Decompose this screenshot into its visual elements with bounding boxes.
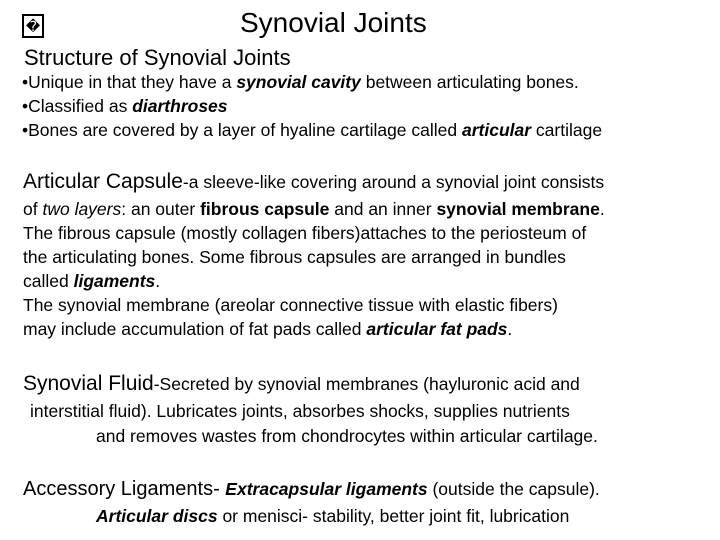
bullet-text: •Unique in that they have a <box>22 72 237 92</box>
capsule-heading: Articular Capsule <box>23 170 183 193</box>
fluid-heading: Synovial Fluid <box>23 372 154 395</box>
bullet-text: cartilage <box>531 120 603 140</box>
fluid-text: -Secreted by synovial membranes (hayluronic acid and <box>153 374 580 394</box>
capsule-text: : an outer <box>121 199 201 219</box>
capsule-line-3: The fibrous capsule (mostly collagen fibers)attaches to the periosteum of <box>23 223 587 243</box>
emphasis-term: diarthroses <box>132 96 228 116</box>
section-subtitle: Structure of Synovial Joints <box>24 45 291 70</box>
emphasis-term: Extracapsular ligaments <box>225 479 428 499</box>
capsule-line-6: The synovial membrane (areolar connective tissue with elastic fibers) <box>23 295 558 315</box>
bold-term: fibrous capsule <box>200 199 330 219</box>
capsule-line-4: the articulating bones. Some fibrous capsules are arranged in bundles <box>23 247 566 267</box>
emphasis-term: two layers <box>42 199 122 219</box>
emphasis-term: synovial cavity <box>236 72 361 92</box>
capsule-line-7 <box>23 318 512 340</box>
emphasis-term: ligaments <box>73 271 156 291</box>
fluid-heading-line <box>23 372 580 396</box>
page-title: Synovial Joints <box>240 7 427 38</box>
fluid-line-3: and removes wastes from chondrocytes within articular cartilage. <box>96 426 598 446</box>
emphasis-term: articular fat pads <box>366 319 508 339</box>
emphasis-term: articular <box>462 120 532 140</box>
emphasis-term: Articular discs <box>96 506 218 526</box>
capsule-text: -a sleeve-like covering around a synovial joint consists <box>182 172 605 192</box>
capsule-text: . <box>155 271 161 291</box>
bold-term: synovial membrane <box>436 199 600 219</box>
missing-glyph-icon <box>22 14 44 38</box>
accessory-text: (outside the capsule). <box>427 479 600 499</box>
fluid-line-2: interstitial fluid). Lubricates joints, absorbes shocks, supplies nutrients <box>30 401 570 421</box>
capsule-line-2 <box>23 198 605 220</box>
capsule-text: and an inner <box>329 199 437 219</box>
capsule-text: called <box>23 271 74 291</box>
accessory-line-1 <box>23 478 600 501</box>
bullet-text: between articulating bones. <box>360 72 579 92</box>
glyph-char: � <box>25 18 41 34</box>
accessory-text: or menisci- stability, better joint fit, lubrication <box>217 506 570 526</box>
bullet-synovial-cavity <box>22 71 579 93</box>
bullet-cartilage <box>22 119 602 141</box>
bullet-text: •Bones are covered by a layer of hyaline cartilage called <box>22 120 462 140</box>
accessory-line-2 <box>96 505 569 527</box>
capsule-heading-line <box>23 170 604 194</box>
bullet-text: •Classified as <box>22 96 133 116</box>
bullet-diarthroses <box>22 95 228 117</box>
accessory-heading: Accessory Ligaments- <box>23 478 226 500</box>
capsule-line-5 <box>23 270 160 292</box>
capsule-text: . <box>599 199 605 219</box>
capsule-text: . <box>507 319 513 339</box>
capsule-text: of <box>23 199 43 219</box>
capsule-text: may include accumulation of fat pads called <box>23 319 367 339</box>
